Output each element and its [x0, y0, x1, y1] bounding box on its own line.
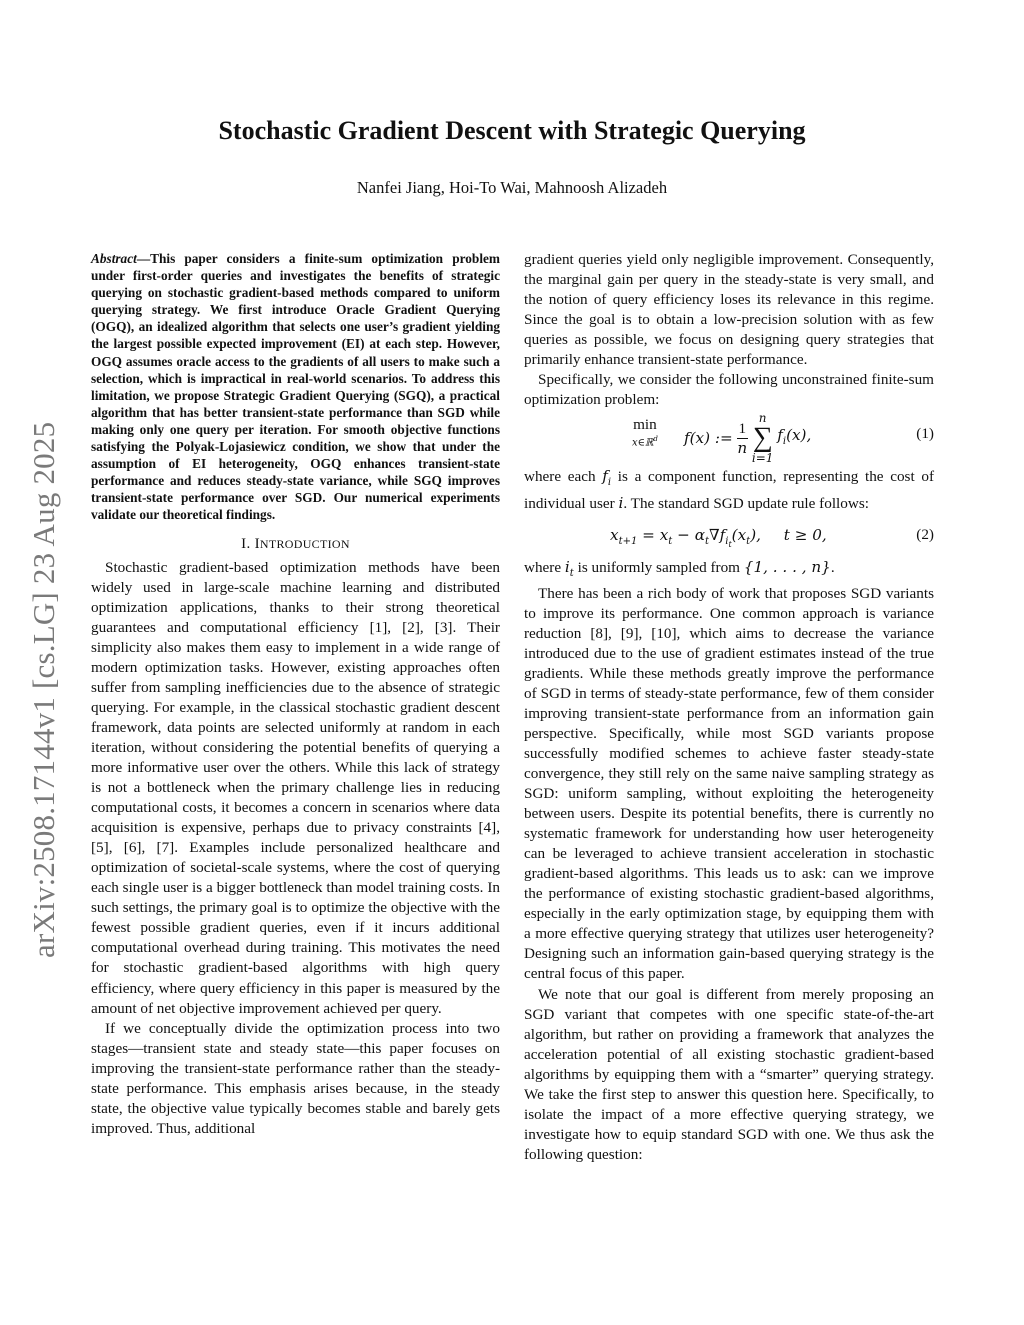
eq1-sum-symbol: ∑	[752, 422, 773, 454]
eq1-min-sub-text: x∈ℝ	[632, 437, 654, 449]
eq1-fraction	[737, 420, 749, 457]
p3-c: . The standard SGD update rule follows:	[623, 495, 869, 513]
abstract-lead: Abstract	[91, 251, 137, 266]
eq1-term-f: f	[777, 425, 783, 444]
section-title-rest: NTRODUCTION	[259, 536, 350, 551]
right-column	[524, 250, 934, 1165]
right-paragraph-4	[524, 557, 934, 584]
abstract-body: —This paper considers a finite-sum optimization problem under first-order queries and investigates the benefits of strategic querying on stochastic gradient-based methods compared to uniform querying strategy. We first introduce Oracle Gradient Querying (OGQ), an idealized algorithm that selects one user’s gradient yielding the largest possible expected improvement (EI) at each step. However, OGQ assumes oracle access to the gradients of all users to make such a selection, which is impractical in real-world scenarios. To address this limitation, we propose Strategic Gradient Querying (SGQ), a practical algorithm that has better transient-state performance than SGD while making only one query per iteration. For smooth objective functions satisfying the Polyak-Lojasiewicz condition, we show that under the assumption of EI heterogeneity, OGQ enhances transient-state performance and reduces steady-state variance, while SGQ improves transient-state performance over SGD. Our numerical experiments validate our theoretical findings.	[91, 251, 500, 523]
intro-paragraph-1: Stochastic gradient-based optimization methods have been widely used in large-scale machine learning and distributed optimization applications, thanks to their strong theoretical guarantees and computational efficiency [1], [2], [3]. Their simplicity also makes them easy to implement in a wide range of modern optimization tasks. However, existing approaches often suffer from sampling inefficiencies due to the absence of strategic querying. For example, in the classical stochastic gradient descent framework, data points are selected uniformly at random in each iteration, without considering the potential benefits of querying a more informative user over the others. While this lack of strategy is not a bottleneck when the primary challenge lies in reducing computational costs, it becomes a concern in scenarios where data acquisition is expensive, perhaps due to privacy constraints [4], [5], [6], [7]. Examples include personalized healthcare and optimization of societal-scale systems, where the cost of querying each single user is a bigger bottleneck than model training costs. In such settings, the primary goal is to optimize the objective with the fewest possible gradient queries, even if it incurs additional computational overhead during training. This motivates the need for stochastic gradient-based algorithms with high query efficiency, where query efficiency in this paper is measured by the amount of net objective improvement achieved per query.	[91, 558, 500, 1017]
eq1-sum-bottom: i=1	[751, 451, 774, 466]
eq2-nabla: ∇f	[709, 525, 726, 544]
arxiv-stamp: arXiv:2508.17144v1 [cs.LG] 23 Aug 2025	[26, 421, 61, 958]
eq2-body	[610, 525, 827, 555]
p3-b: is a component function, representing the cost of individual user	[524, 468, 935, 513]
eq2-number: (2)	[916, 525, 934, 543]
eq2-mid: = x	[637, 525, 669, 544]
p4-b: is uniformly sampled from	[573, 558, 744, 576]
eq2-sub4: t	[746, 535, 751, 547]
equation-2	[524, 521, 934, 551]
eq2-x: x	[610, 525, 619, 544]
author-list: Nanfei Jiang, Hoi-To Wai, Mahnoosh Alizadeh	[356, 178, 668, 197]
eq1-frac-den: n	[737, 438, 748, 457]
section-first-letter: I	[254, 535, 260, 552]
eq2-condition: t ≥ 0,	[783, 525, 827, 544]
right-paragraph-1: gradient queries yield only negligible improvement. Consequently, the marginal gain per query in the steady-state is very small, and the notion of query efficiency loses its relevance in this regime. Since the goal is to obtain a low-precision solution with as few queries as possible, we focus on designing query strategies that primarily enhance transient-state performance.	[524, 251, 934, 369]
eq1-number: (1)	[916, 425, 934, 443]
eq2-it-sub: t	[728, 539, 732, 549]
eq1-term-tail: (x),	[786, 425, 812, 444]
eq1-sum	[752, 412, 774, 464]
eq2-arg: (x	[731, 525, 747, 544]
p4-t: t	[569, 567, 574, 579]
p4-c: .	[830, 558, 835, 576]
eq1-lhs: f(x) :=	[684, 429, 733, 448]
eq2-minus: − α	[672, 525, 705, 544]
abstract	[91, 250, 500, 524]
equation-1	[524, 410, 934, 466]
eq2-sub2: t	[668, 535, 673, 547]
eq2-sub3: t	[704, 535, 709, 547]
p3-a: where each	[524, 468, 603, 486]
paper-title: Stochastic Gradient Descent with Strategic Querying	[218, 116, 806, 145]
eq2-sub1: t+1	[618, 535, 638, 547]
eq1-min-sub	[632, 434, 658, 448]
p3-fi: f	[602, 467, 608, 486]
eq1-term-sub: i	[782, 435, 787, 447]
p4-i: i	[564, 557, 570, 576]
p4-a: where	[524, 558, 565, 576]
eq1-sum-top: n	[758, 411, 767, 426]
eq1-frac-num: 1	[738, 419, 747, 437]
right-paragraph-6: We note that our goal is different from merely proposing an SGD variant that competes with one specific state-of-the-art algorithm, but rather on providing a framework that analyzes the acceleration potential of all existing stochastic gradient-based algorithms by equipping them with a “smarter” querying strategy. We take the first step to answer this question here. Specifically, to isolate the impact of a more effective querying strategy, we investigate how to equip standard SGD with one. We thus ask the following question:	[524, 985, 934, 1163]
eq1-term	[777, 425, 812, 447]
eq1-body	[684, 412, 811, 464]
p4-set: {1, . . . , n}	[743, 557, 831, 576]
eq1-min-op: min	[633, 416, 657, 434]
eq2-close: ),	[750, 525, 761, 544]
right-paragraph-5: There has been a rich body of work that proposes SGD variants to improve its performance. One common approach is variance reduction [8], [9], [10], which aims to decrease the variance introduced due to the use of gradient estimates instead of the true gradients. While these methods greatly improve the performance of SGD in terms of steady-state performance, few of them consider improving transient-state performance from an information gain perspective. Specifically, while most SGD variants propose successfully modified schemes to achieve faster steady-state convergence, they still rely on the same naive sampling strategy as SGD: uniform sampling, without exploiting the heterogeneity between users. Despite its potential benefits, there is currently no systematic framework for understanding how user heterogeneity can be leveraged to achieve transient acceleration in stochastic gradient-based algorithms. This leads us to ask: can we improve the performance of existing stochastic gradient-based algorithms, especially in the early optimization stage, by equipping them with a more effective querying strategy that utilizes user heterogeneity? Designing such an information gain-based querying strategy is the central focus of this paper.	[524, 584, 934, 983]
eq1-min	[632, 416, 658, 448]
left-column	[91, 250, 500, 1139]
p3-i: i	[618, 494, 624, 513]
intro-paragraph-2: If we conceptually divide the optimization process into two stages—transient state and steady state—this paper focuses on improving the transient-state performance rather than the steady-state performance. This emphasis arises because, in the steady state, the objective value typically becomes stable and barely gets improved. Thus, additional	[91, 1019, 500, 1137]
right-paragraph-2: Specifically, we consider the following unconstrained finite-sum optimization problem:	[524, 371, 934, 409]
p3-fi-sub: i	[607, 477, 612, 489]
eq1-min-sub-sup: d	[653, 435, 658, 444]
section-number: I.	[241, 535, 255, 552]
section-heading-introduction	[91, 534, 500, 554]
eq2-it: i	[725, 535, 729, 547]
right-paragraph-3	[524, 466, 934, 514]
